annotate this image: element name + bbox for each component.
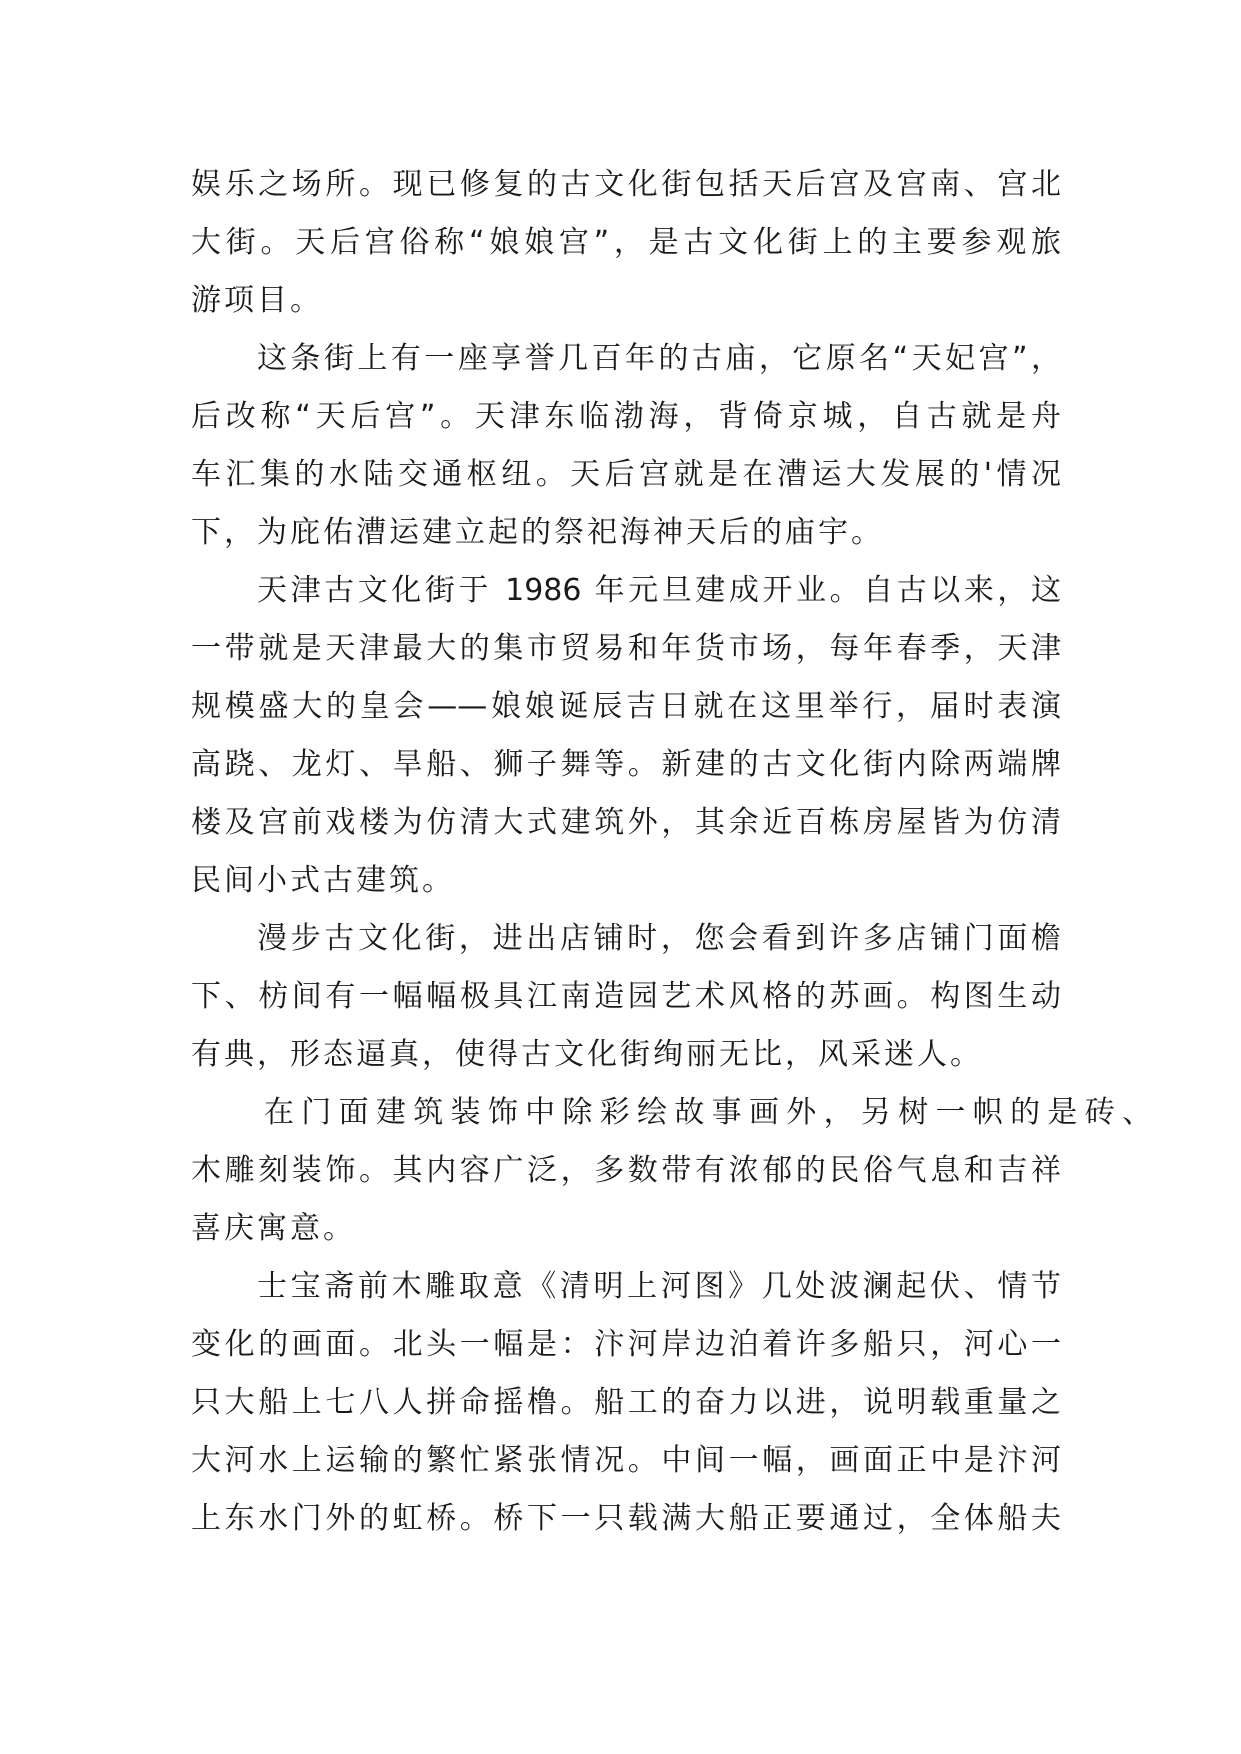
text-line: 下、枋间有一幅幅极具江南造园艺术风格的苏画。构图生动: [191, 979, 1061, 1014]
text-line: 高跷、龙灯、旱船、狮子舞等。新建的古文化街内除两端牌: [191, 747, 1061, 782]
text-line: 喜庆寓意。: [191, 1211, 356, 1246]
text-line: 木雕刻装饰。其内容广泛，多数带有浓郁的民俗气息和吉祥: [191, 1153, 1061, 1188]
body-text: [191, 156, 1152, 1548]
text-line: 规模盛大的皇会——娘娘诞辰吉日就在这里举行，届时表演: [191, 689, 1061, 724]
text-line: 有典，形态逼真，使得古文化街绚丽无比，风采迷人。: [191, 1037, 983, 1072]
text-line: 大河水上运输的繁忙紧张情况。中间一幅，画面正中是汴河: [191, 1443, 1061, 1478]
text-line: 民间小式古建筑。: [191, 863, 455, 898]
text-line: 大街。天后宫俗称“娘娘宫”，是古文化街上的主要参观旅: [191, 225, 1061, 260]
text-line: 后改称“天后宫”。天津东临渤海，背倚京城，自古就是舟: [191, 399, 1061, 434]
text-line: 楼及宫前戏楼为仿清大式建筑外，其余近百栋房屋皆为仿清: [191, 805, 1061, 840]
text-line: 娱乐之场所。现已修复的古文化街包括天后宫及宫南、宫北: [191, 167, 1061, 202]
text-line: 这条街上有一座享誉几百年的古庙，它原名“天妃宫”，: [257, 341, 1061, 376]
text-line: 车汇集的水陆交通枢纽。天后宫就是在漕运大发展的'情况: [191, 457, 1061, 492]
text-line: 在门面建筑装饰中除彩绘故事画外，另树一帜的是砖、: [264, 1095, 1152, 1130]
text-line: 只大船上七八人拼命摇橹。船工的奋力以进，说明载重量之: [191, 1385, 1061, 1420]
text-line: 上东水门外的虹桥。桥下一只载满大船正要通过，全体船夫: [191, 1501, 1061, 1536]
text-line: 一带就是天津最大的集市贸易和年货市场，每年春季，天津: [191, 631, 1061, 666]
text-line: 士宝斋前木雕取意《清明上河图》几处波澜起伏、情节: [257, 1269, 1061, 1304]
text-line: 天津古文化街于 1986 年元旦建成开业。自古以来，这: [257, 573, 1061, 608]
text-line: 漫步古文化街，进出店铺时，您会看到许多店铺门面檐: [257, 921, 1061, 956]
text-line: 游项目。: [191, 283, 323, 318]
text-line: 变化的画面。北头一幅是：汴河岸边泊着许多船只，河心一: [191, 1327, 1061, 1362]
text-line: 下，为庇佑漕运建立起的祭祀海神天后的庙宇。: [191, 515, 884, 550]
